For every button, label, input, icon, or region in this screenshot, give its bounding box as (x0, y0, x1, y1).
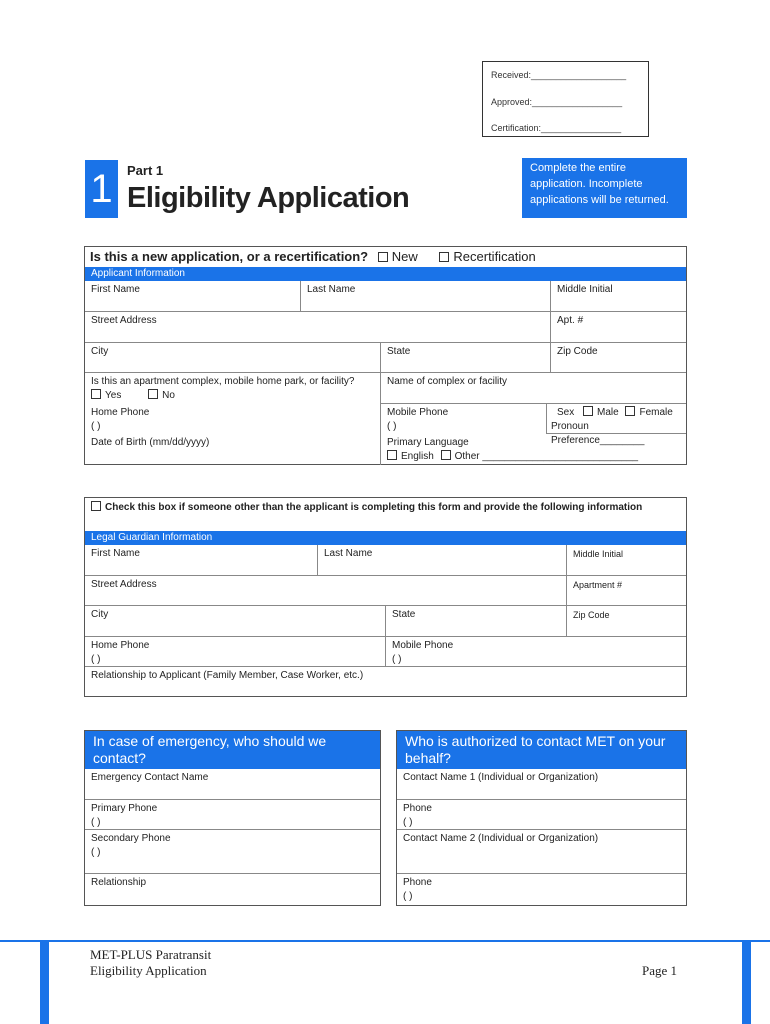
emergency-primary-phone-field[interactable] (85, 800, 380, 830)
guardian-city-label: City (91, 609, 109, 620)
guardian-mobile-phone-label: Mobile Phone (392, 640, 454, 651)
street-label: Street Address (91, 315, 157, 326)
guardian-relationship-field[interactable] (85, 667, 686, 696)
guardian-mobile-phone-placeholder: ( ) (392, 654, 402, 665)
received-field: Received:___________________ (491, 70, 627, 80)
complex-name-label: Name of complex or facility (387, 376, 508, 387)
applicant-section-title: Applicant Information (85, 267, 686, 281)
authorized-phone1-field[interactable] (397, 800, 686, 830)
emergency-heading: In case of emergency, who should we contact? (85, 731, 380, 769)
question-text: Is this a new application, or a recertification? (90, 249, 369, 264)
applicant-home-phone-field[interactable] (85, 404, 381, 434)
footer-divider (0, 940, 770, 942)
guardian-home-phone-field[interactable] (85, 637, 386, 667)
applicant-last-name-field[interactable] (301, 281, 551, 312)
part-label: Part 1 (127, 163, 164, 178)
applicant-middle-initial-field[interactable] (551, 281, 686, 312)
middle-initial-label: Middle Initial (557, 284, 613, 295)
applicant-dob-field[interactable] (85, 434, 381, 465)
female-checkbox[interactable] (625, 406, 635, 416)
sex-pronoun-cell (547, 404, 686, 446)
dob-label: Date of Birth (mm/dd/yyyy) (91, 437, 210, 448)
no-option[interactable] (148, 390, 175, 401)
guardian-middle-initial-field[interactable] (567, 545, 686, 576)
sex-label: Sex (557, 407, 575, 418)
guardian-mobile-phone-field[interactable] (386, 637, 686, 667)
other-checkbox[interactable] (441, 450, 451, 460)
other-label: Other ____________________________ (454, 451, 639, 462)
emergency-secondary-phone-field[interactable] (85, 830, 380, 874)
complex-question-cell (85, 373, 381, 404)
emergency-relationship-field[interactable] (85, 874, 380, 905)
recert-option[interactable] (439, 249, 535, 264)
footer-line2: Eligibility Application (90, 963, 207, 978)
emergency-contact-name-field[interactable] (85, 769, 380, 800)
footer-org (90, 947, 211, 979)
home-phone-label: Home Phone (91, 407, 150, 418)
footer-left-bar (40, 940, 49, 1024)
guardian-first-name-field[interactable] (85, 545, 318, 576)
primary-language-label: Primary Language (387, 437, 469, 448)
authorized-contact1-field[interactable] (397, 769, 686, 800)
male-option[interactable] (583, 407, 619, 418)
mobile-phone-label: Mobile Phone (387, 407, 449, 418)
home-phone-placeholder: ( ) (91, 421, 101, 432)
guardian-last-name-field[interactable] (318, 545, 567, 576)
secondary-phone-label: Secondary Phone (91, 833, 171, 844)
state-label: State (387, 346, 411, 357)
secondary-phone-placeholder: ( ) (91, 847, 101, 858)
authorized-heading: Who is authorized to contact MET on your behalf? (397, 731, 686, 769)
guardian-street-label: Street Address (91, 579, 157, 590)
phone1-placeholder: ( ) (403, 817, 413, 828)
guardian-checkbox-text: Check this box if someone other than the applicant is completing this form and provide the following information (105, 502, 643, 513)
complex-name-field[interactable] (381, 373, 686, 404)
application-type-question (90, 249, 536, 264)
recert-checkbox[interactable] (439, 252, 449, 262)
new-checkbox[interactable] (378, 252, 388, 262)
primary-language-cell (381, 434, 686, 465)
english-label: English (401, 451, 434, 462)
yes-label: Yes (105, 390, 122, 401)
applicant-mobile-phone-field[interactable] (381, 404, 547, 434)
emergency-contact-name-label: Emergency Contact Name (91, 772, 209, 783)
no-label: No (162, 390, 175, 401)
english-checkbox[interactable] (387, 450, 397, 460)
applicant-first-name-field[interactable] (85, 281, 301, 312)
emergency-relationship-label: Relationship (91, 877, 147, 888)
zip-label: Zip Code (557, 346, 598, 357)
phone2-placeholder: ( ) (403, 891, 413, 902)
certification-field: Certification:________________ (491, 123, 622, 133)
apt-label: Apt. # (557, 315, 584, 326)
guardian-home-phone-label: Home Phone (91, 640, 150, 651)
contact2-label: Contact Name 2 (Individual or Organization) (403, 833, 599, 844)
phone1-label: Phone (403, 803, 432, 814)
no-checkbox[interactable] (148, 389, 158, 399)
male-label: Male (597, 407, 619, 418)
guardian-middle-initial-label: Middle Initial (573, 549, 624, 559)
page-number: Page 1 (642, 963, 678, 978)
contact1-label: Contact Name 1 (Individual or Organization) (403, 772, 599, 783)
yes-option[interactable] (91, 390, 121, 401)
guardian-state-field[interactable] (386, 606, 567, 637)
guardian-street-field[interactable] (85, 576, 567, 606)
last-name-label: Last Name (307, 284, 356, 295)
first-name-label: First Name (91, 284, 140, 295)
guardian-city-field[interactable] (85, 606, 386, 637)
pronoun-field[interactable]: Pronoun Preference________ (551, 421, 645, 446)
applicant-street-field[interactable] (85, 312, 551, 343)
guardian-apartment-label: Apartment # (573, 580, 623, 590)
primary-phone-label: Primary Phone (91, 803, 158, 814)
applicant-city-field[interactable] (85, 343, 381, 373)
applicant-zip-field[interactable] (551, 343, 686, 373)
guardian-checkbox[interactable] (91, 501, 101, 511)
applicant-apt-field[interactable] (551, 312, 686, 343)
footer-line1: MET-PLUS Paratransit (90, 947, 212, 962)
english-option[interactable] (387, 451, 434, 462)
male-checkbox[interactable] (583, 406, 593, 416)
emergency-section (84, 730, 381, 906)
guardian-first-name-label: First Name (91, 548, 140, 559)
office-use-stamp (482, 61, 649, 137)
city-label: City (91, 346, 109, 357)
guardian-zip-field[interactable] (567, 606, 686, 637)
guardian-apartment-field[interactable] (567, 576, 686, 606)
authorized-section (396, 730, 687, 906)
authorized-phone2-field[interactable] (397, 874, 686, 905)
guardian-state-label: State (392, 609, 416, 620)
mobile-phone-placeholder: ( ) (387, 421, 397, 432)
footer-right-bar (742, 940, 751, 1024)
applicant-state-field[interactable] (381, 343, 551, 373)
guardian-last-name-label: Last Name (324, 548, 373, 559)
guardian-home-phone-placeholder: ( ) (91, 654, 101, 665)
guardian-section-title: Legal Guardian Information (85, 531, 686, 545)
guardian-zip-label: Zip Code (573, 610, 610, 620)
applicant-section (84, 246, 687, 465)
completion-notice: Complete the entire application. Incomplete applications will be returned. (522, 158, 687, 218)
authorized-contact2-field[interactable] (397, 830, 686, 874)
other-language-option[interactable] (441, 451, 639, 462)
recert-label: Recertification (453, 249, 536, 264)
approved-field: Approved:__________________ (491, 97, 623, 107)
new-option[interactable] (378, 249, 418, 264)
guardian-checkbox-row[interactable] (91, 500, 681, 515)
new-label: New (391, 249, 418, 264)
primary-phone-placeholder: ( ) (91, 817, 101, 828)
part-number-badge: 1 (85, 160, 118, 218)
complex-question-label: Is this an apartment complex, mobile home park, or facility? (91, 376, 355, 387)
phone2-label: Phone (403, 877, 432, 888)
yes-checkbox[interactable] (91, 389, 101, 399)
guardian-relationship-label: Relationship to Applicant (Family Member, Case Worker, etc.) (91, 670, 364, 681)
female-label: Female (639, 407, 673, 418)
guardian-section (84, 497, 687, 697)
page-title: Eligibility Application (127, 182, 410, 214)
female-option[interactable] (625, 407, 672, 418)
